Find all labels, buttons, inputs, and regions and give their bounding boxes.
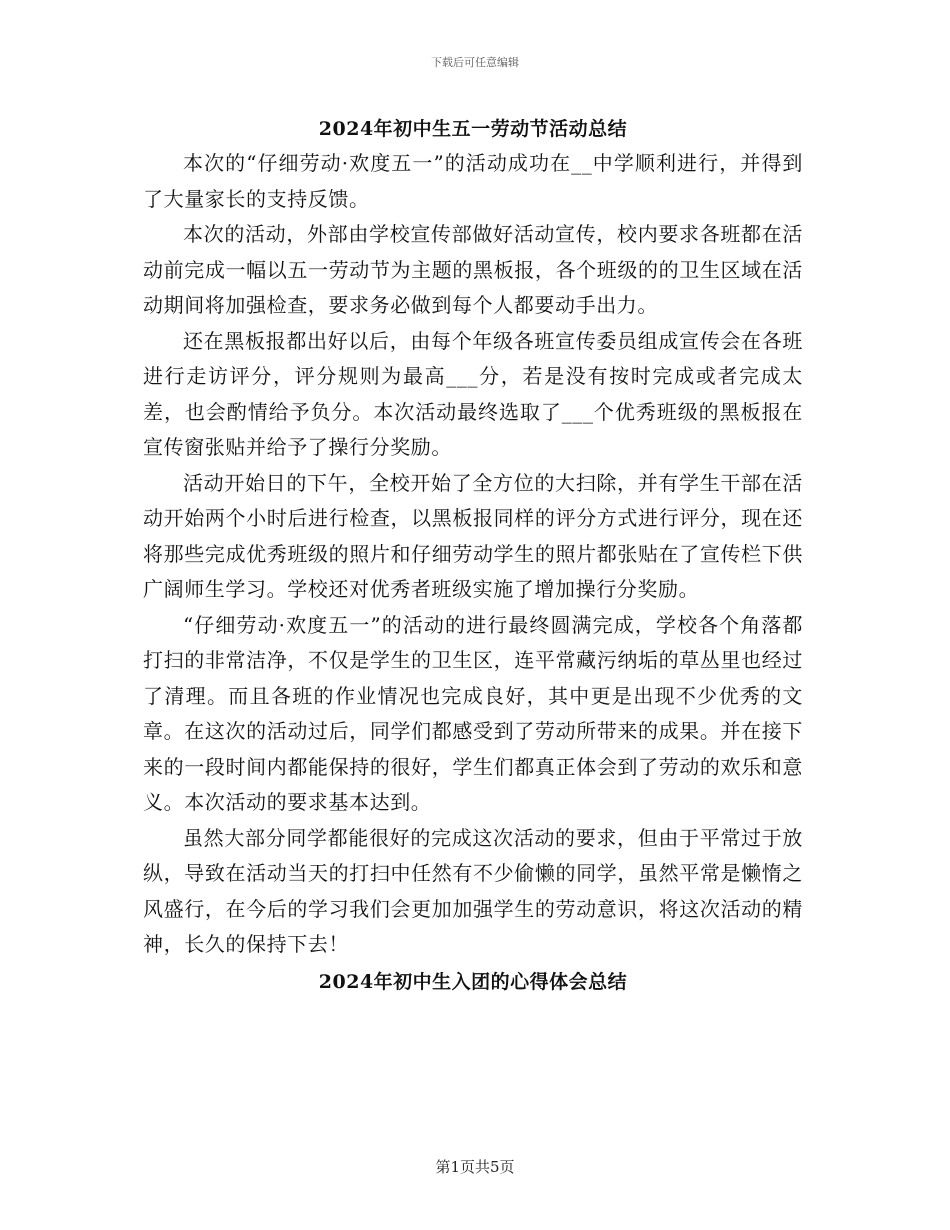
page-number: 第1页共5页 [435,1158,515,1176]
paragraph-2: 本次的活动，外部由学校宣传部做好活动宣传，校内要求各班都在活动前完成一幅以五一劳动节为主题的黑板报，各个班级的的卫生区域在活动期间将加强检查，要求务必做到每个人都要动手出力。 [143,222,803,317]
paragraph-1: 本次的“仔细劳动·欢度五一”的活动成功在__中学顺利进行，并得到了大量家长的支持反馈。 [143,151,803,211]
second-article-title: 2024年初中生入团的心得体会总结 [318,970,628,993]
paragraph-6: 虽然大部分同学都能很好的完成这次活动的要求，但由于平常过于放纵，导致在活动当天的打扫中任然有不少偷懒的同学，虽然平常是懒惰之风盛行，在今后的学习我们会更加加强学生的劳动意识，将这次活动的精神，长久的保持下去！ [143,825,803,956]
article-title: 2024年初中生五一劳动节活动总结 [318,118,628,140]
paragraph-5: “仔细劳动·欢度五一”的活动的进行最终圆满完成，学校各个角落都打扫的非常洁净，不仅是学生的卫生区，连平常藏污纳垢的草丛里也经过了清理。而且各班的作业情况也完成良好，其中更是出现不少优秀的文章。在这次的活动过后，同学们都感受到了劳动所带来的成果。并在接下来的一段时间内都能保持的很好，学生们都真正体会到了劳动的欢乐和意义。本次活动的要求基本达到。 [143,612,803,814]
paragraph-4: 活动开始日的下午，全校开始了全方位的大扫除，并有学生干部在活动开始两个小时后进行检查，以黑板报同样的评分方式进行评分，现在还将那些完成优秀班级的照片和仔细劳动学生的照片都张贴在了宣传栏下供广阔师生学习。学校还对优秀者班级实施了增加操行分奖励。 [143,470,803,601]
paragraph-3: 还在黑板报都出好以后，由每个年级各班宣传委员组成宣传会在各班进行走访评分，评分规则为最高___分，若是没有按时完成或者完成太差，也会酌情给予负分。本次活动最终选取了___个优秀班级的黑板报在宣传窗张贴并给予了操行分奖励。 [143,328,803,459]
header-note: 下载后可任意编辑 [431,56,519,69]
document-body [143,112,803,999]
